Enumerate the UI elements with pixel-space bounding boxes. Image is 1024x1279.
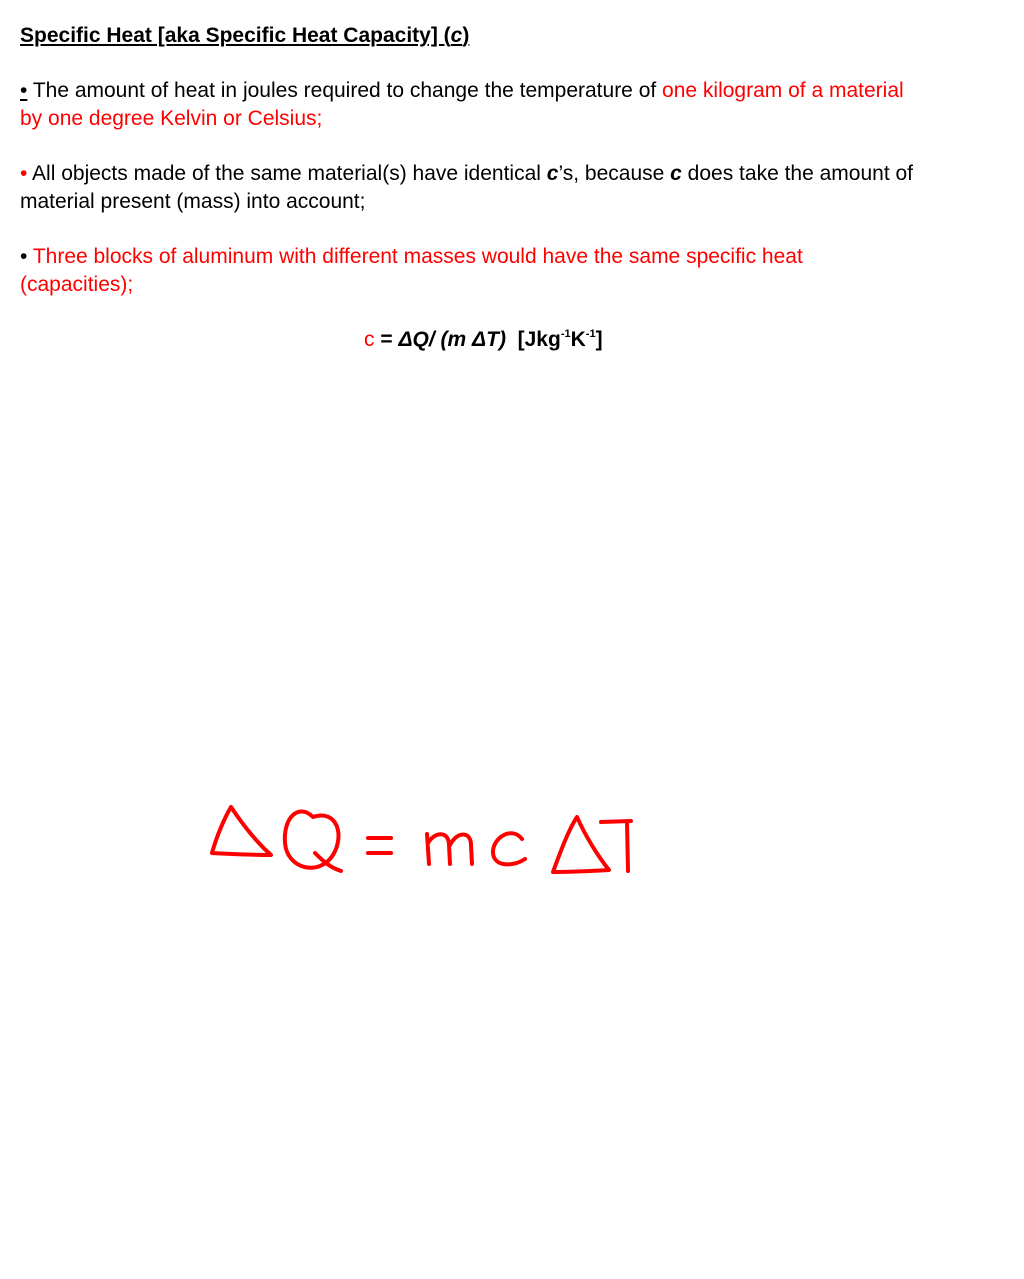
bullet-text: does take the amount of material present (mass) into account; — [20, 162, 913, 213]
formula-exponent: -1 — [585, 328, 596, 340]
bullet-marker: • — [20, 79, 28, 102]
page-title — [20, 22, 469, 50]
bullet-text-highlight: one kilogram of a material by one degree Kelvin or Celsius; — [20, 79, 904, 130]
title-suffix: ) — [462, 24, 470, 47]
formula-units-mid: K — [570, 328, 586, 351]
handwritten-c — [493, 833, 525, 864]
title-prefix: Specific Heat [aka Specific Heat Capacity] ( — [20, 24, 451, 47]
handwritten-q — [285, 811, 341, 871]
handwritten-delta-2 — [553, 817, 609, 872]
bullet-marker: • — [20, 162, 28, 185]
bullet-text: The amount of heat in joules required to change the temperature of — [27, 79, 663, 102]
specific-heat-formula — [364, 326, 603, 354]
handwritten-equation — [195, 795, 655, 890]
formula-symbol: c — [364, 328, 375, 351]
bullet-marker: • — [20, 245, 28, 268]
title-symbol: c — [450, 24, 463, 47]
symbol-c: c — [670, 162, 682, 185]
bullet-text: ’s, because — [558, 162, 671, 185]
formula-equals: = — [374, 328, 399, 351]
bullet-text-highlight: Three blocks of aluminum with different masses would have the same specific heat (capacities); — [20, 245, 803, 296]
symbol-c: c — [546, 162, 559, 185]
bullet-text: All objects made of the same material(s) have identical — [27, 162, 547, 185]
handwritten-m — [427, 834, 472, 864]
handwritten-delta-1 — [212, 807, 271, 855]
formula-expression: ΔQ/ (m ΔT) — [398, 328, 506, 351]
bullet-same-material — [20, 160, 920, 216]
bullet-aluminum-example — [20, 243, 920, 299]
bullet-heat-definition — [20, 77, 920, 133]
formula-units-close: ] — [595, 328, 603, 351]
formula-units-open: [Jkg — [505, 328, 561, 351]
formula-exponent: -1 — [560, 328, 571, 340]
